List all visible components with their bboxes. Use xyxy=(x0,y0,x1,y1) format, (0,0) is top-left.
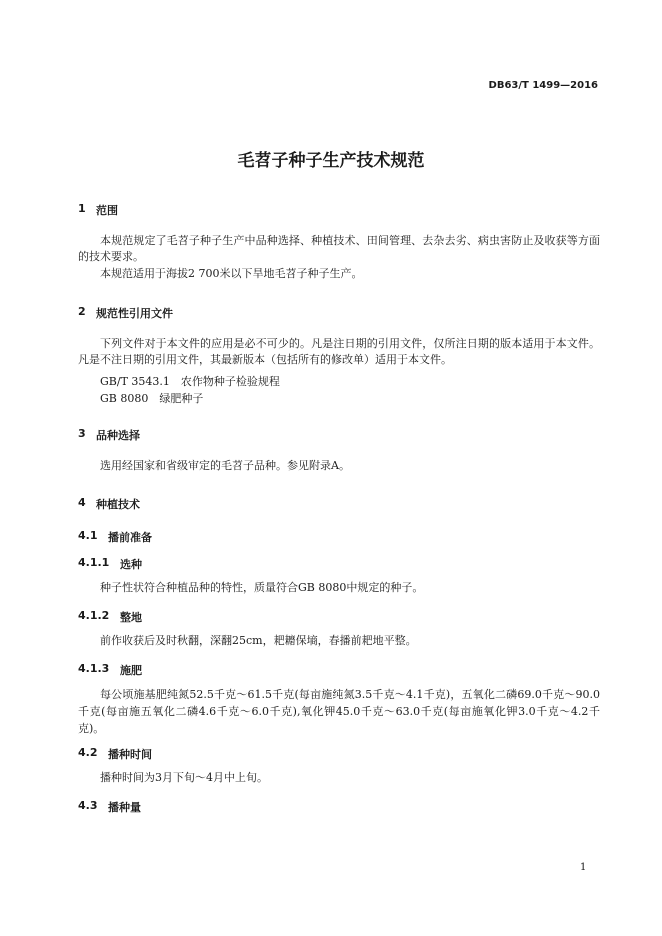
section-heading-1 xyxy=(78,202,118,217)
document-title: 毛苕子种子生产技术规范 xyxy=(237,151,425,171)
section-heading-4-1-3 xyxy=(78,662,142,677)
document-code: DB63/T 1499—2016 xyxy=(488,80,598,91)
paragraph: 每公顷施基肥纯氮52.5千克～61.5千克(每亩施纯氮3.5千克～4.1千克)，五氧化二磷69.0千克～90.0千克(每亩施五氧化二磷4.6千克～6.0千克),氧化钾45.0千克～63.0千克(每亩施氧化钾3.0千克～4.2千克)。 xyxy=(78,688,600,735)
section-heading-4-1 xyxy=(78,529,152,544)
section-number: 4.1 xyxy=(78,529,98,542)
section-title: 种植技术 xyxy=(96,498,140,511)
paragraph: 种子性状符合种植品种的特性，质量符合GB 8080中规定的种子。 xyxy=(100,581,424,594)
paragraph: 本规范规定了毛苕子种子生产中品种选择、种植技术、田间管理、去杂去劣、病虫害防止及收获等方面的技术要求。 xyxy=(78,234,600,263)
paragraph: 播种时间为3月下旬～4月中上旬。 xyxy=(100,771,268,784)
section-title: 施肥 xyxy=(120,664,142,677)
section-title: 选种 xyxy=(120,558,142,571)
section-number: 4.1.2 xyxy=(78,609,110,622)
section-number: 4.3 xyxy=(78,799,98,812)
section-title: 品种选择 xyxy=(96,429,140,442)
section-heading-4-1-1 xyxy=(78,556,142,571)
section-number: 4.1.1 xyxy=(78,556,110,569)
page-number: 1 xyxy=(580,862,587,873)
section-number: 3 xyxy=(78,427,86,440)
section-title: 播种时间 xyxy=(108,748,152,761)
paragraph: 前作收获后及时秋翻，深翻25cm，耙耱保墒，春播前耙地平整。 xyxy=(100,634,417,647)
section-heading-4-3 xyxy=(78,799,141,814)
section-number: 4.1.3 xyxy=(78,662,110,675)
section-title: 范围 xyxy=(96,204,118,217)
section-heading-4-2 xyxy=(78,746,152,761)
section-number: 2 xyxy=(78,305,86,318)
section-number: 4.2 xyxy=(78,746,98,759)
section-heading-3 xyxy=(78,427,140,442)
section-heading-4 xyxy=(78,496,140,511)
paragraph: 下列文件对于本文件的应用是必不可少的。凡是注日期的引用文件，仅所注日期的版本适用于本文件。凡是不注日期的引用文件，其最新版本（包括所有的修改单）适用于本文件。 xyxy=(78,337,600,366)
reference-item: GB 8080 绿肥种子 xyxy=(100,392,204,405)
section-title: 规范性引用文件 xyxy=(96,307,173,320)
section-number: 1 xyxy=(78,202,86,215)
section-title: 播前准备 xyxy=(108,531,152,544)
paragraph: 本规范适用于海拔2 700米以下旱地毛苕子种子生产。 xyxy=(100,267,363,280)
paragraph: 选用经国家和省级审定的毛苕子品种。参见附录A。 xyxy=(100,459,350,472)
section-title: 播种量 xyxy=(108,801,141,814)
section-heading-2 xyxy=(78,305,173,320)
section-number: 4 xyxy=(78,496,86,509)
reference-item: GB/T 3543.1 农作物种子检验规程 xyxy=(100,375,280,388)
section-title: 整地 xyxy=(120,611,142,624)
section-heading-4-1-2 xyxy=(78,609,142,624)
